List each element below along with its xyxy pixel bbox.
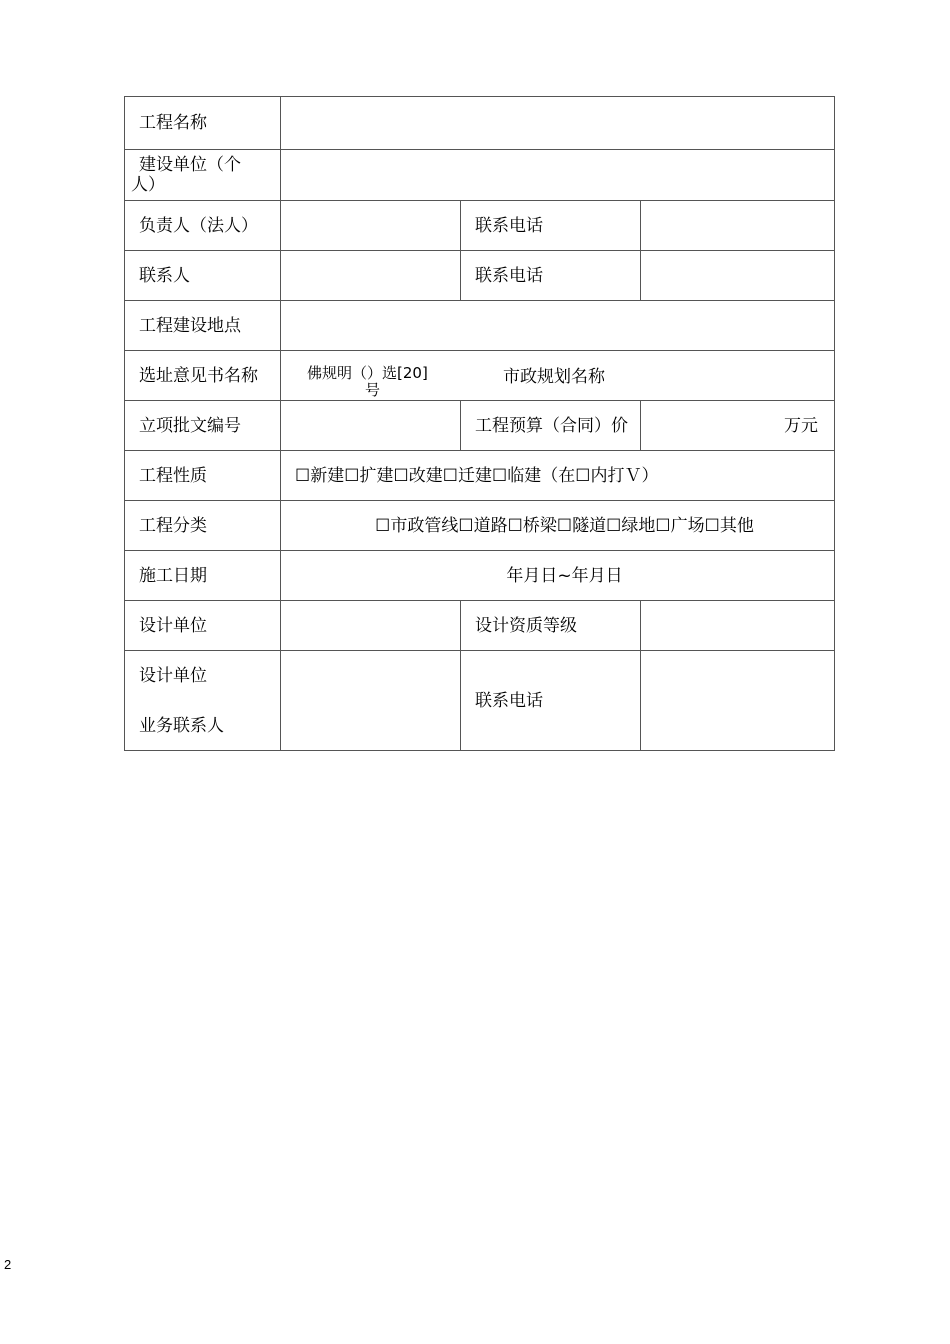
category-label: 工程分类 [125, 501, 281, 551]
builder-label-line2: 人） [131, 175, 165, 195]
siting-label: 选址意见书名称 [125, 351, 281, 401]
site-field[interactable] [281, 301, 835, 351]
builder-label-line1: 建设单位（个 [139, 155, 241, 175]
project-name-label: 工程名称 [125, 97, 281, 150]
project-registration-form [124, 96, 835, 751]
row-project-name [125, 97, 835, 150]
qualification-label: 设计资质等级 [461, 601, 641, 651]
site-label: 工程建设地点 [125, 301, 281, 351]
municipal-plan-label: 市政规划名称 [503, 367, 605, 387]
nature-label: 工程性质 [125, 451, 281, 501]
design-phone-label: 联系电话 [461, 651, 641, 751]
builder-field[interactable] [281, 150, 835, 201]
design-contact-field[interactable] [281, 651, 461, 751]
principal-label: 负责人（法人） [125, 201, 281, 251]
page-number: 2 [4, 1257, 12, 1272]
row-approval [125, 401, 835, 451]
project-name-field[interactable] [281, 97, 835, 150]
row-builder [125, 150, 835, 201]
approval-field[interactable] [281, 401, 461, 451]
siting-number [307, 365, 428, 399]
design-contact-label-line2: 业务联系人 [139, 715, 224, 736]
design-unit-field[interactable] [281, 601, 461, 651]
period-field[interactable]: 年月日~年月日 [281, 551, 835, 601]
siting-number-line2: 号 [365, 381, 381, 399]
category-options[interactable]: ☐市政管线☐道路☐桥梁☐隧道☐绿地☐广场☐其他 [281, 501, 835, 551]
design-contact-label [125, 651, 281, 751]
budget-field[interactable] [641, 401, 835, 451]
budget-label: 工程预算（合同）价 [461, 401, 641, 451]
row-period [125, 551, 835, 601]
contact-phone-field[interactable] [641, 251, 835, 301]
row-nature [125, 451, 835, 501]
builder-label [125, 150, 281, 201]
principal-field[interactable] [281, 201, 461, 251]
design-contact-label-line1: 设计单位 [139, 665, 207, 686]
contact-label: 联系人 [125, 251, 281, 301]
row-design-contact [125, 651, 835, 751]
siting-number-line1: 佛规明（）选[20] [307, 364, 428, 382]
principal-phone-field[interactable] [641, 201, 835, 251]
row-category [125, 501, 835, 551]
row-contact [125, 251, 835, 301]
period-label: 施工日期 [125, 551, 281, 601]
row-design-unit [125, 601, 835, 651]
budget-unit: 万元 [784, 415, 818, 436]
contact-phone-label: 联系电话 [461, 251, 641, 301]
approval-label: 立项批文编号 [125, 401, 281, 451]
row-siting [125, 351, 835, 401]
design-unit-label: 设计单位 [125, 601, 281, 651]
qualification-field[interactable] [641, 601, 835, 651]
principal-phone-label: 联系电话 [461, 201, 641, 251]
design-phone-field[interactable] [641, 651, 835, 751]
contact-field[interactable] [281, 251, 461, 301]
row-principal [125, 201, 835, 251]
nature-options[interactable]: ☐新建☐扩建☐改建☐迁建☐临建（在☐内打Ｖ） [281, 451, 835, 501]
row-site [125, 301, 835, 351]
siting-field[interactable] [281, 351, 835, 401]
